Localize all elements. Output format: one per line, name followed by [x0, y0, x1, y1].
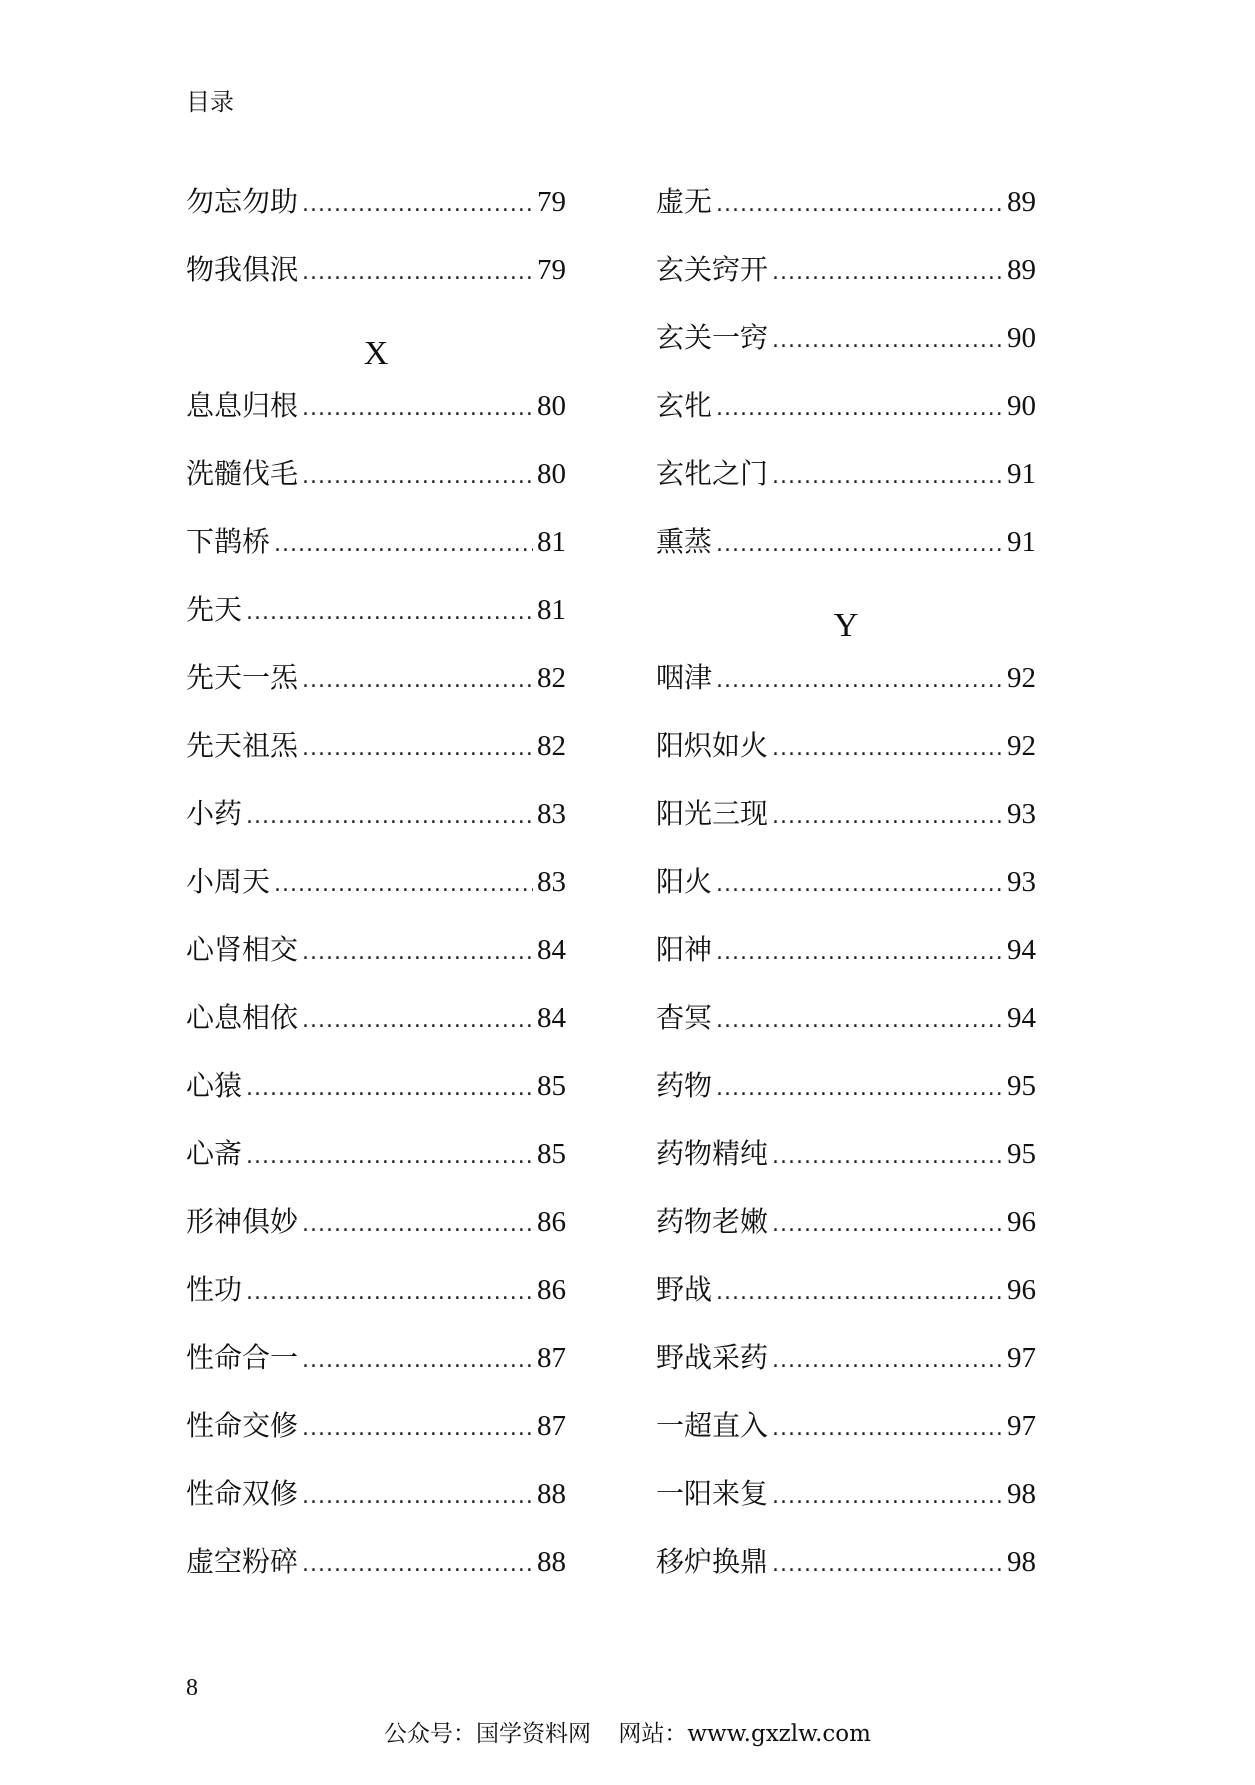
dot-leader	[772, 328, 1003, 353]
dot-leader	[772, 804, 1003, 829]
toc-entry-page: 87	[537, 1342, 566, 1374]
dot-leader	[772, 1416, 1003, 1441]
toc-entry[interactable]	[656, 1404, 1036, 1472]
toc-entry-page: 92	[1007, 662, 1036, 694]
toc-entry-term: 先天祖炁	[186, 729, 299, 762]
toc-entry-page: 85	[537, 1138, 566, 1170]
toc-entry[interactable]	[656, 792, 1036, 860]
dot-leader	[772, 1348, 1003, 1373]
toc-right-column	[656, 180, 1036, 1608]
toc-entry-term: 药物老嫩	[656, 1205, 769, 1238]
section-letter: X	[363, 335, 389, 372]
section-letter: Y	[833, 607, 859, 644]
toc-entry[interactable]	[656, 384, 1036, 452]
toc-entry[interactable]	[656, 996, 1036, 1064]
toc-entry-page: 94	[1007, 1002, 1036, 1034]
toc-entry[interactable]	[656, 180, 1036, 248]
toc-entry[interactable]	[186, 452, 566, 520]
toc-entry-term: 杳冥	[656, 1001, 713, 1034]
toc-entry[interactable]	[656, 1132, 1036, 1200]
toc-entry-page: 95	[1007, 1070, 1036, 1102]
toc-entry[interactable]	[186, 1132, 566, 1200]
toc-entry[interactable]	[186, 1472, 566, 1540]
toc-entry[interactable]	[656, 656, 1036, 724]
toc-entry-page: 79	[537, 254, 566, 286]
toc-entry-term: 一超直入	[656, 1409, 769, 1442]
dot-leader	[246, 600, 533, 625]
toc-entry-page: 88	[537, 1478, 566, 1510]
toc-entry-term: 虚空粉碎	[186, 1545, 299, 1578]
toc-left-column	[186, 180, 566, 1608]
toc-entry-term: 移炉换鼎	[656, 1545, 769, 1578]
toc-entry-term: 药物精纯	[656, 1137, 769, 1170]
dot-leader	[246, 1076, 533, 1101]
toc-entry[interactable]	[186, 792, 566, 860]
toc-entry[interactable]	[656, 724, 1036, 792]
dot-leader	[772, 1552, 1003, 1577]
toc-entry[interactable]	[186, 180, 566, 248]
dot-leader	[302, 1416, 533, 1441]
toc-entry[interactable]	[186, 1404, 566, 1472]
dot-leader	[716, 872, 1003, 897]
toc-entry-page: 96	[1007, 1274, 1036, 1306]
toc-entry[interactable]	[186, 996, 566, 1064]
dot-leader	[302, 1212, 533, 1237]
page-number: 8	[186, 1675, 198, 1701]
toc-entry-term: 阳炽如火	[656, 729, 769, 762]
toc-entry-page: 81	[537, 594, 566, 626]
toc-entry-term: 小药	[186, 797, 243, 830]
toc-entry[interactable]	[656, 1472, 1036, 1540]
dot-leader	[716, 668, 1003, 693]
toc-entry-term: 玄关一窍	[656, 321, 769, 354]
toc-entry-term: 性功	[186, 1273, 243, 1306]
toc-entry-page: 91	[1007, 458, 1036, 490]
dot-leader	[302, 1008, 533, 1033]
toc-entry-term: 先天	[186, 593, 243, 626]
dot-leader	[716, 1076, 1003, 1101]
toc-entry[interactable]	[186, 248, 566, 316]
footer	[0, 1715, 1255, 1748]
toc-entry[interactable]	[656, 520, 1036, 588]
toc-entry[interactable]	[656, 1268, 1036, 1336]
toc-entry-term: 勿忘勿助	[186, 185, 299, 218]
toc-entry-term: 阳神	[656, 933, 713, 966]
toc-entry-page: 86	[537, 1206, 566, 1238]
toc-entry[interactable]	[656, 1336, 1036, 1404]
toc-entry-term: 阳光三现	[656, 797, 769, 830]
toc-entry-page: 81	[537, 526, 566, 558]
toc-entry-term: 性命交修	[186, 1409, 299, 1442]
toc-entry[interactable]	[186, 384, 566, 452]
dot-leader	[302, 668, 533, 693]
toc-entry-term: 心斋	[186, 1137, 243, 1170]
toc-entry[interactable]	[186, 1064, 566, 1132]
toc-entry-term: 咽津	[656, 661, 713, 694]
footer-wechat: 公众号：国学资料网	[384, 1721, 592, 1747]
toc-entry-page: 97	[1007, 1342, 1036, 1374]
toc-entry-term: 虚无	[656, 185, 713, 218]
toc-entry-page: 83	[537, 798, 566, 830]
toc-entry-term: 心肾相交	[186, 933, 299, 966]
toc-entry-term: 性命合一	[186, 1341, 299, 1374]
dot-leader	[302, 464, 533, 489]
dot-leader	[246, 804, 533, 829]
footer-website: 网站：www.gxzlw.com	[618, 1721, 871, 1747]
toc-entry-page: 93	[1007, 866, 1036, 898]
toc-entry-page: 93	[1007, 798, 1036, 830]
toc-entry-page: 90	[1007, 390, 1036, 422]
dot-leader	[772, 1484, 1003, 1509]
dot-leader	[274, 532, 533, 557]
toc-entry-term: 性命双修	[186, 1477, 299, 1510]
toc-entry-term: 心息相依	[186, 1001, 299, 1034]
toc-entry-term: 野战	[656, 1273, 713, 1306]
dot-leader	[716, 396, 1003, 421]
dot-leader	[772, 260, 1003, 285]
toc-entry-page: 97	[1007, 1410, 1036, 1442]
toc-entry[interactable]	[656, 452, 1036, 520]
toc-entry-term: 小周天	[186, 865, 271, 898]
toc-entry-page: 84	[537, 934, 566, 966]
toc-entry[interactable]	[186, 1268, 566, 1336]
dot-leader	[274, 872, 533, 897]
toc-entry-page: 84	[537, 1002, 566, 1034]
dot-leader	[302, 1484, 533, 1509]
dot-leader	[302, 192, 533, 217]
dot-leader	[302, 736, 533, 761]
toc-entry-term: 下鹊桥	[186, 525, 271, 558]
toc-entry-term: 玄牝	[656, 389, 713, 422]
dot-leader	[246, 1280, 533, 1305]
toc-entry-page: 96	[1007, 1206, 1036, 1238]
toc-entry[interactable]	[186, 724, 566, 792]
dot-leader	[302, 396, 533, 421]
toc-entry[interactable]	[656, 316, 1036, 384]
toc-entry[interactable]	[186, 860, 566, 928]
dot-leader	[772, 1144, 1003, 1169]
toc-entry-page: 90	[1007, 322, 1036, 354]
toc-entry-term: 药物	[656, 1069, 713, 1102]
toc-entry[interactable]	[186, 1200, 566, 1268]
toc-entry[interactable]	[656, 1200, 1036, 1268]
toc-entry-page: 82	[537, 662, 566, 694]
toc-entry-term: 一阳来复	[656, 1477, 769, 1510]
toc-entry-page: 83	[537, 866, 566, 898]
toc-entry[interactable]	[186, 588, 566, 656]
toc-entry-term: 玄关窍开	[656, 253, 769, 286]
toc-entry-page: 80	[537, 458, 566, 490]
dot-leader	[302, 1552, 533, 1577]
toc-entry-page: 89	[1007, 186, 1036, 218]
toc-entry-page: 94	[1007, 934, 1036, 966]
toc-entry-page: 87	[537, 1410, 566, 1442]
toc-entry-page: 95	[1007, 1138, 1036, 1170]
toc-entry-term: 形神俱妙	[186, 1205, 299, 1238]
toc-entry-term: 洗髓伐毛	[186, 457, 299, 490]
page-header-title: 目录	[186, 88, 234, 116]
toc-entry-term: 心猿	[186, 1069, 243, 1102]
toc-entry-term: 阳火	[656, 865, 713, 898]
dot-leader	[302, 940, 533, 965]
toc-entry-page: 91	[1007, 526, 1036, 558]
toc-entry-page: 98	[1007, 1478, 1036, 1510]
toc-entry[interactable]	[186, 1336, 566, 1404]
toc-entry[interactable]	[186, 520, 566, 588]
toc-entry-term: 熏蒸	[656, 525, 713, 558]
dot-leader	[302, 260, 533, 285]
toc-entry[interactable]	[656, 1540, 1036, 1608]
dot-leader	[772, 736, 1003, 761]
toc-entry[interactable]	[656, 248, 1036, 316]
toc-entry-term: 野战采药	[656, 1341, 769, 1374]
toc-entry-page: 89	[1007, 254, 1036, 286]
toc-entry-page: 98	[1007, 1546, 1036, 1578]
dot-leader	[302, 1348, 533, 1373]
toc-entry[interactable]	[656, 860, 1036, 928]
dot-leader	[716, 940, 1003, 965]
toc-entry-page: 82	[537, 730, 566, 762]
toc-entry-page: 79	[537, 186, 566, 218]
toc-entry-page: 86	[537, 1274, 566, 1306]
toc-entry[interactable]	[656, 928, 1036, 996]
toc-entry-page: 85	[537, 1070, 566, 1102]
toc-entry-page: 92	[1007, 730, 1036, 762]
toc-entry-page: 80	[537, 390, 566, 422]
toc-entry-term: 先天一炁	[186, 661, 299, 694]
toc-entry[interactable]	[186, 928, 566, 996]
toc-entry[interactable]	[186, 1540, 566, 1608]
toc-entry-page: 88	[537, 1546, 566, 1578]
dot-leader	[716, 1008, 1003, 1033]
toc-entry[interactable]	[656, 1064, 1036, 1132]
dot-leader	[716, 1280, 1003, 1305]
dot-leader	[716, 532, 1003, 557]
toc-entry[interactable]	[186, 656, 566, 724]
dot-leader	[772, 464, 1003, 489]
toc-entry-term: 玄牝之门	[656, 457, 769, 490]
toc-entry-term: 物我俱泯	[186, 253, 299, 286]
dot-leader	[772, 1212, 1003, 1237]
toc-entry-term: 息息归根	[186, 389, 299, 422]
dot-leader	[716, 192, 1003, 217]
dot-leader	[246, 1144, 533, 1169]
